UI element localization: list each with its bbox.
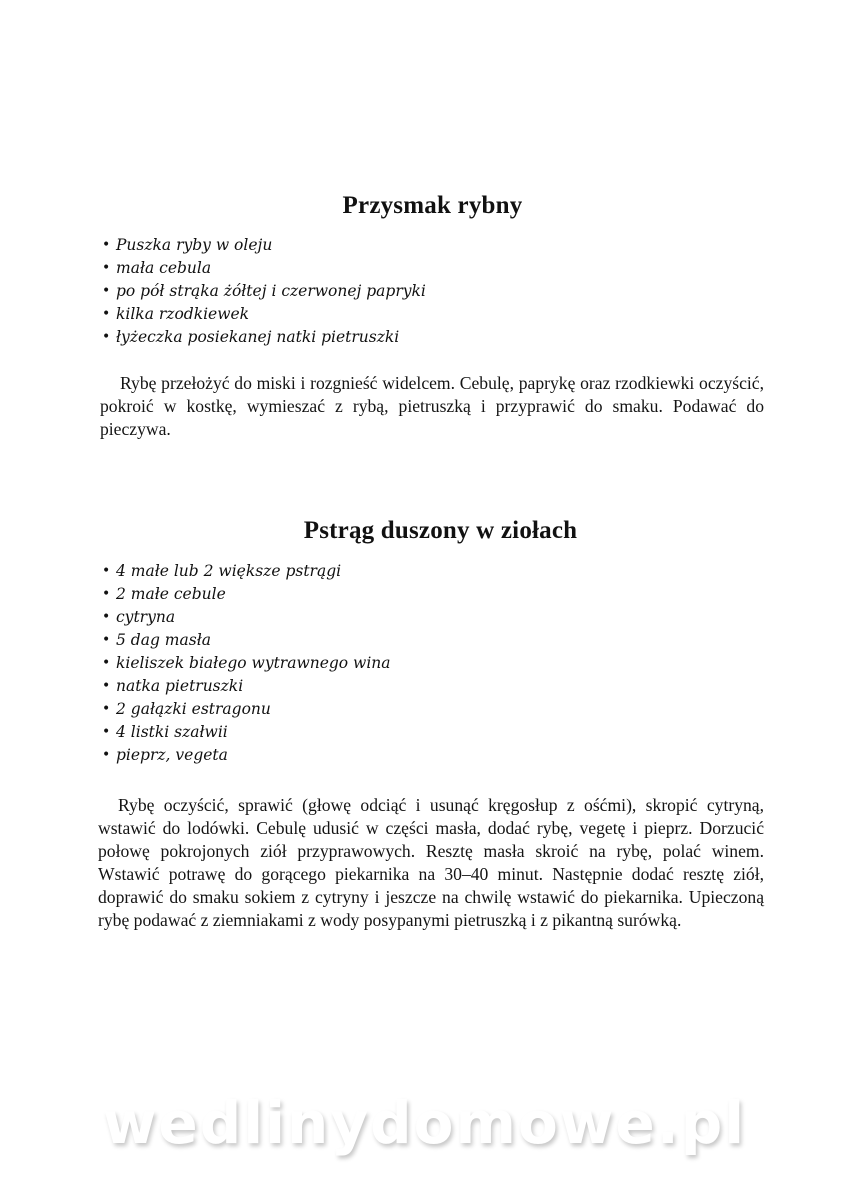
ingredient-item: • natka pietruszki [102, 675, 391, 698]
recipe-title: Pstrąg duszony w ziołach [303, 517, 578, 544]
ingredient-item: • po pół strąka żółtej i czerwonej papryki [102, 280, 426, 303]
bullet-icon: • [102, 655, 111, 671]
ingredient-item: • 2 małe cebule [102, 583, 391, 606]
bullet-icon: • [102, 306, 111, 322]
bullet-icon: • [102, 632, 111, 648]
ingredient-item: • kilka rzodkiewek [102, 303, 426, 326]
recipe-title: Przysmak rybny [342, 192, 523, 219]
bullet-icon: • [102, 563, 111, 579]
ingredient-item: • 4 listki szałwii [102, 721, 391, 744]
recipe-instructions: Rybę oczyścić, sprawić (głowę odciąć i usunąć kręgosłup z ośćmi), skropić cytryną, wstawić do lodówki. Cebulę udusić w części masła, dodać rybę, vegetę i pieprz. Dorzucić połowę pokrojonych ziół przyprawowych. Resztę masła skroić na rybę, polać winem. Wstawić potrawę do gorącego piekarnika na 30–40 minut. Następnie dodać resztę ziół, doprawić do smaku sokiem z cytryny i jeszcze na chwilę wstawić do piekarnika. Upieczoną rybę podawać z ziemniakami z wody posypanymi pietruszką i z pikantną surówką. [98, 795, 764, 930]
bullet-icon: • [102, 329, 111, 345]
ingredient-item: • 4 małe lub 2 większe pstrągi [102, 560, 391, 583]
watermark: wedlinydomowe.pl [102, 1089, 747, 1157]
bullet-icon: • [102, 724, 111, 740]
bullet-icon: • [102, 260, 111, 276]
ingredient-item: • mała cebula [102, 257, 426, 280]
ingredient-item: • Puszka ryby w oleju [102, 234, 426, 257]
bullet-icon: • [102, 678, 111, 694]
bullet-icon: • [102, 747, 111, 763]
ingredient-item: • kieliszek białego wytrawnego wina [102, 652, 391, 675]
recipe-instructions: Rybę przełożyć do miski i rozgnieść widelcem. Cebulę, paprykę oraz rzodkiewki oczyścić, pokroić w kostkę, wymieszać z rybą, pietruszką i przyprawić do smaku. Podawać do pieczywa. [100, 373, 764, 439]
ingredient-list [102, 560, 391, 767]
bullet-icon: • [102, 701, 111, 717]
ingredient-item: • 5 dag masła [102, 629, 391, 652]
ingredient-item: • cytryna [102, 606, 391, 629]
ingredient-item: • 2 gałązki estragonu [102, 698, 391, 721]
ingredient-list [102, 234, 426, 349]
bullet-icon: • [102, 609, 111, 625]
bullet-icon: • [102, 283, 111, 299]
ingredient-item: • pieprz, vegeta [102, 744, 391, 767]
bullet-icon: • [102, 586, 111, 602]
ingredient-item: • łyżeczka posiekanej natki pietruszki [102, 326, 426, 349]
bullet-icon: • [102, 237, 111, 253]
